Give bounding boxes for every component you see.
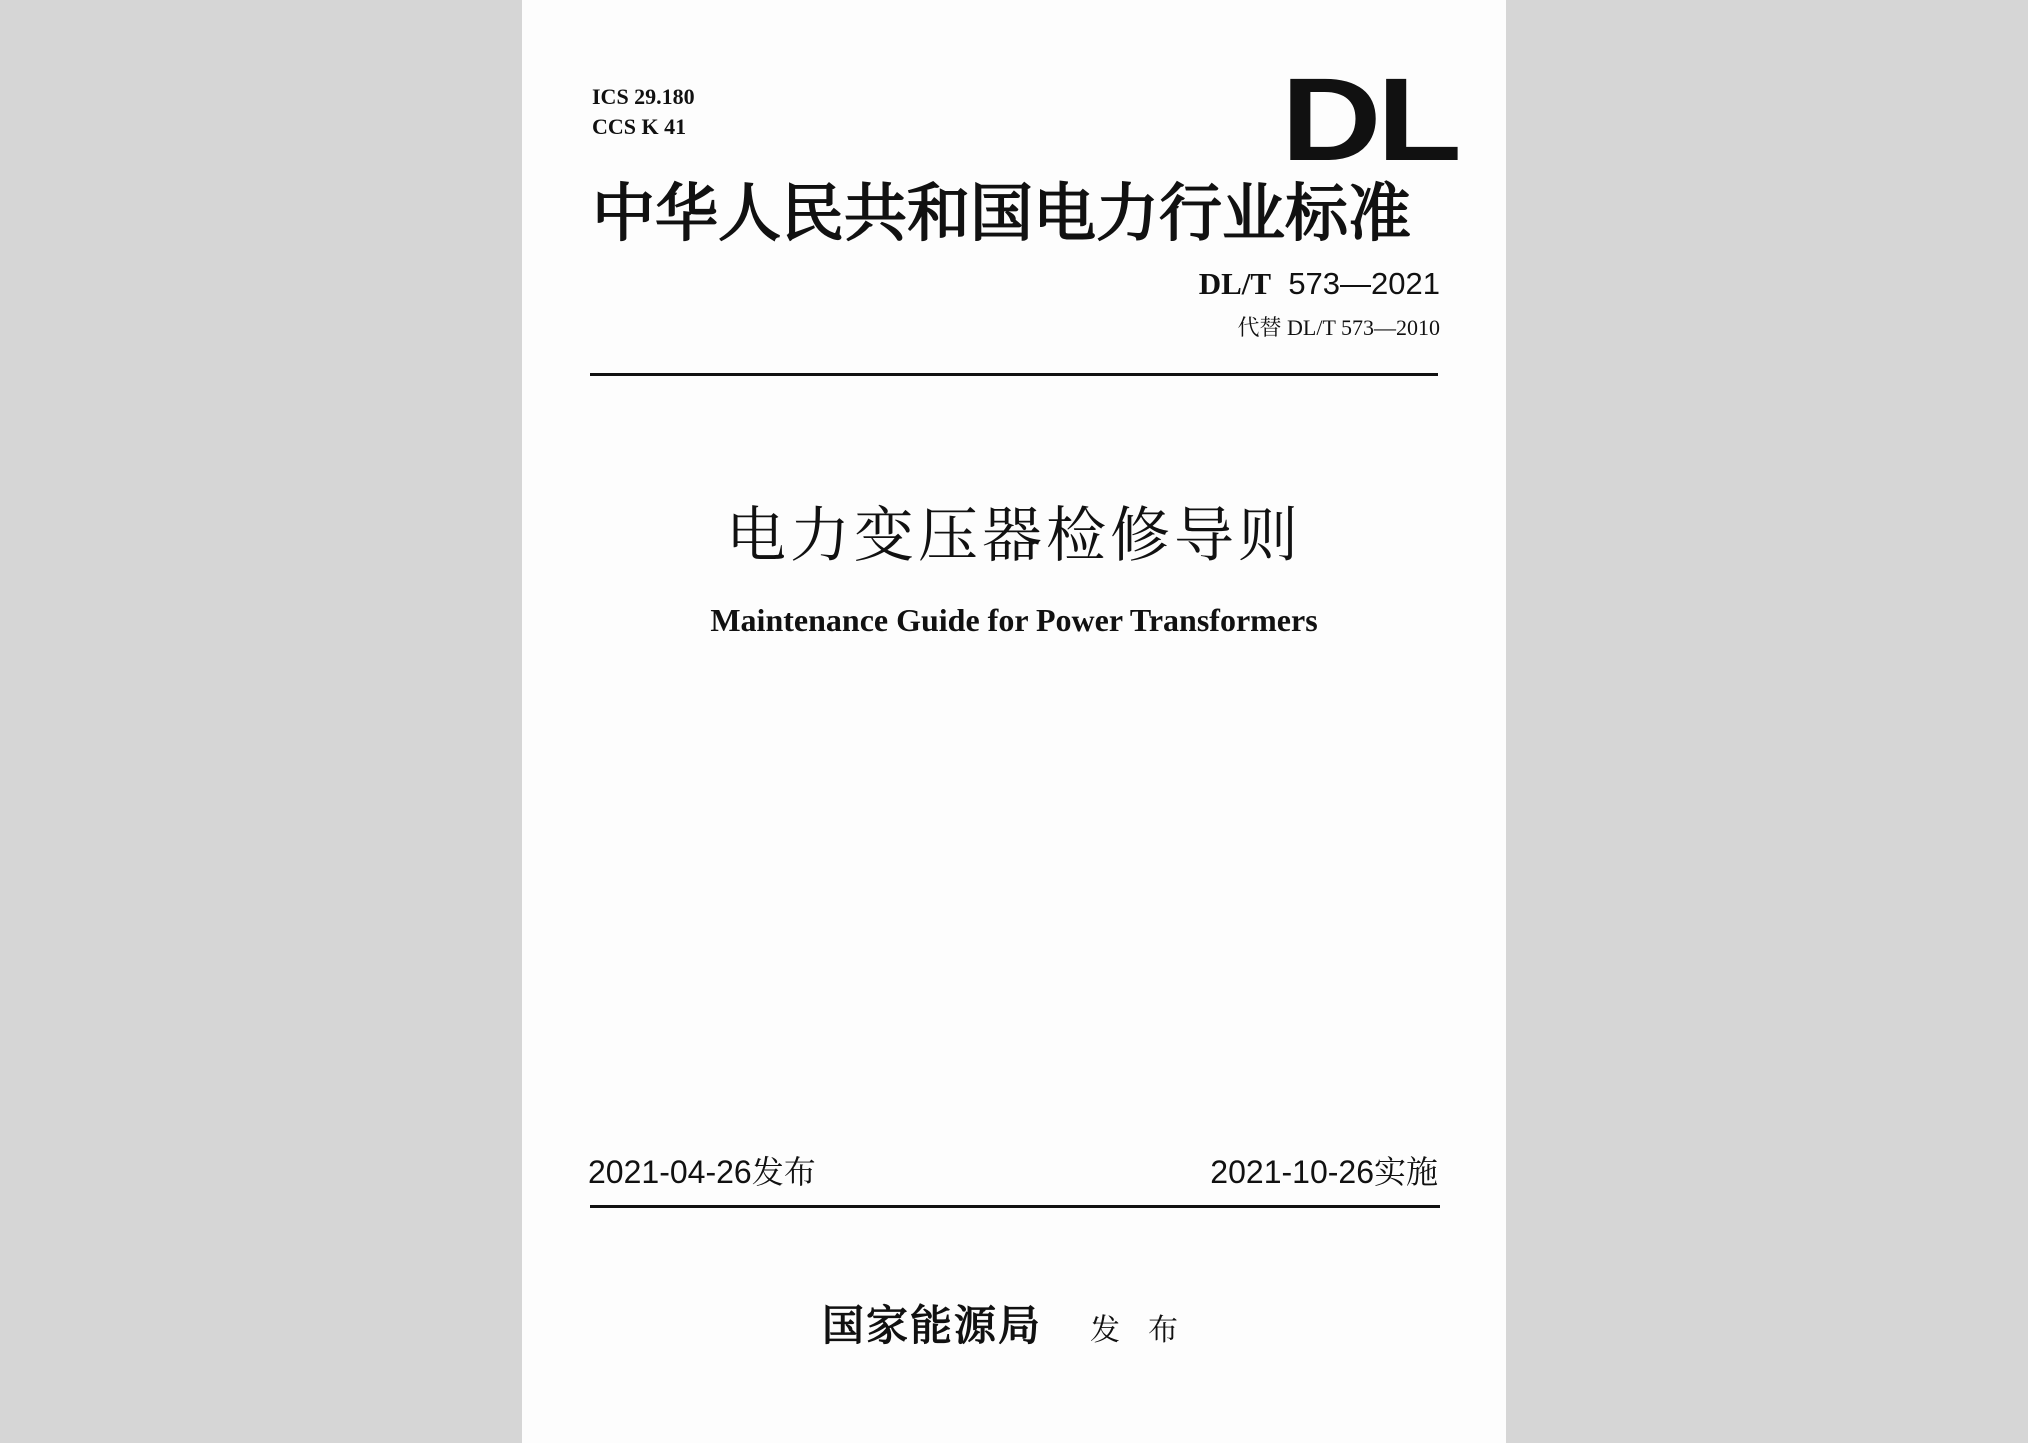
replaces-label: 代替 (1237, 315, 1282, 340)
dl-logo: DL (1281, 54, 1458, 186)
standard-prefix: DL/T (1198, 266, 1272, 301)
header-divider (590, 373, 1438, 376)
standard-category-title: 中华人民共和国电力行业标准 (592, 177, 1411, 250)
replaces-standard (1238, 313, 1441, 343)
implementation-date-value: 2021-10-26 (1210, 1154, 1374, 1190)
issue-date-value: 2021-04-26 (588, 1154, 752, 1190)
publisher-action: 发布 (1090, 1313, 1206, 1348)
footer-divider (590, 1205, 1440, 1208)
standard-number (1199, 264, 1440, 304)
document-title-chinese: 电力变压器检修导则 (726, 501, 1302, 571)
classification-codes (592, 82, 695, 142)
standard-number-value: 573—2021 (1288, 266, 1440, 301)
implementation-date-label: 实施 (1373, 1154, 1438, 1190)
issue-date (588, 1150, 816, 1194)
issue-date-label: 发布 (751, 1154, 816, 1190)
ics-code: ICS 29.180 (592, 84, 695, 109)
publisher-organization: 国家能源局 (821, 1301, 1042, 1350)
publisher-line (522, 1298, 1506, 1359)
ccs-code: CCS K 41 (592, 114, 687, 139)
document-title-english: Maintenance Guide for Power Transformers (710, 602, 1318, 638)
replaces-number: DL/T 573—2010 (1287, 315, 1440, 340)
implementation-date (1210, 1150, 1438, 1194)
document-cover-page (522, 0, 1506, 1443)
